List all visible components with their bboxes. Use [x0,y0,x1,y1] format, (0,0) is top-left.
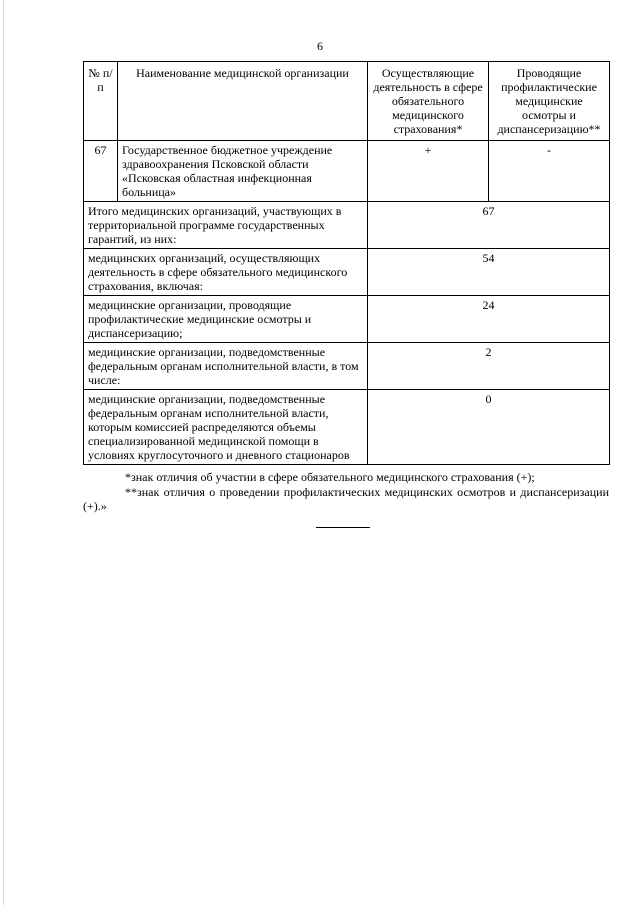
summary-federal-commission-value: 0 [368,390,610,465]
header-name: Наименование медицинской организации [118,62,368,141]
scan-edge-line [3,0,4,905]
row-prof-mark: - [489,141,610,202]
row-num: 67 [84,141,118,202]
header-prof: Проводящие профилактические медицинские осмотры и диспансеризацию** [489,62,610,141]
row-oms-mark: + [368,141,489,202]
summary-total-label: Итого медицинских организаций, участвующих в территориальной программе государственных гарантий, из них: [84,202,368,249]
summary-row [84,296,610,343]
summary-row [84,390,610,465]
summary-oms-label: медицинских организаций, осуществляющих деятельность в сфере обязательного медицинского страхования, включая: [84,249,368,296]
footnote-prof: **знак отличия о проведении профилактических медицинских осмотров и диспансеризации (+).» [83,485,609,513]
summary-federal-label: медицинские организации, подведомственные федеральным органам исполнительной власти, в том числе: [84,343,368,390]
table-header-row [84,62,610,141]
summary-row [84,249,610,296]
footnote-oms: *знак отличия об участии в сфере обязательного медицинского страхования (+); [125,470,535,484]
summary-federal-value: 2 [368,343,610,390]
summary-federal-commission-label: медицинские организации, подведомственные федеральным органам исполнительной власти, которым комиссией распределяются объемы специализированной медицинской помощи в условиях круглосуточного и дневного стационаров [84,390,368,465]
header-num: № п/п [84,62,118,141]
row-name: Государственное бюджетное учреждение здравоохранения Псковской области «Псковская областная инфекционная больница» [118,141,368,202]
table-row [84,141,610,202]
summary-prof-label: медицинские организации, проводящие профилактические медицинские осмотры и диспансеризацию; [84,296,368,343]
summary-row [84,343,610,390]
organizations-table [83,61,610,465]
summary-total-value: 67 [368,202,610,249]
summary-oms-value: 54 [368,249,610,296]
closing-rule [316,527,370,528]
page-number: 6 [317,39,323,53]
header-oms: Осуществляющие деятельность в сфере обязательного медицинского страхования* [368,62,489,141]
summary-prof-value: 24 [368,296,610,343]
summary-row [84,202,610,249]
